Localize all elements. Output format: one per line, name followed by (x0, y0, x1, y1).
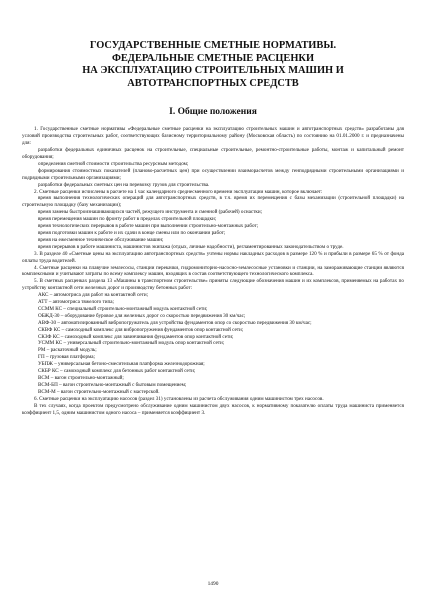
paragraph: время перерывов в работе машиниста, машинистов экипажа (отдых, личные надобности), регламентированных законодательством о труде. (38, 243, 344, 250)
paragraph: УСММ КС – универсальный строительно-монтажный модуль опор контактной сети; (38, 340, 225, 347)
title-line-4: АВТОТРАНСПОРТНЫХ СРЕДСТВ (127, 77, 299, 89)
paragraph: 2. Сметные расценки исчислены в расчете на 1 час календарного среднесменного времени эксплуатации машин, которое включает: (34, 188, 323, 195)
paragraph: время подготовки машин к работе и их сдачи в конце смены или по окончании работ; (38, 229, 226, 236)
document-title (22, 40, 404, 90)
paragraph: СКВФ КС – самоходный комплекс для вибропогружения фундаментов опор контактной сети; (38, 326, 244, 333)
paragraph: время на ежесменное техническое обслуживание машин; (38, 236, 164, 243)
paragraph: определения сметной стоимости строительства ресурсным методом; (38, 160, 189, 167)
paragraph: 5. В сметных расценках раздела 13 «Машины в транспортном строительстве» приняты следующие обозначения машин и их комплексов, применяемых на работах по устройству контактной сети железных дорог и производству бетонных работ: (22, 278, 404, 292)
title-line-1: ГОСУДАРСТВЕННЫЕ СМЕТНЫЕ НОРМАТИВЫ. (89, 40, 337, 51)
paragraph: ССММ КС – специальный строительно-монтажный модуль контактной сети; (38, 305, 208, 312)
paragraph: время перемещения машин по фронту работ в пределах строительной площадки; (38, 216, 217, 223)
paragraph: время выполнения технологических операций для автотранспортных средств, в т.ч. время их перемещения с базы механизации (строительной площадки) на строительную площадку (базу механизации); (22, 195, 404, 209)
document-page (22, 40, 404, 416)
title-line-3: НА ЭКСПЛУАТАЦИЮ СТРОИТЕЛЬНЫХ МАШИН И (82, 65, 344, 77)
paragraph: ОБЖД-30 – оборудование буровое для железных дорог со скоростью передвижения 30 км/час; (38, 312, 246, 319)
paragraph: 6. Сметные расценки на эксплуатацию насосов (раздел 31) установлены из расчета обслуживания одним машинистом трех насосов. (34, 395, 324, 402)
paragraph: СКЗФ КС – самоходный комплекс для завинчивания фундаментов опор контактной сети; (38, 333, 234, 340)
paragraph: АТТ – автомотриса тяжелого типа; (38, 299, 114, 306)
paragraph: ГП – грузовая платформа; (38, 354, 95, 361)
paragraph: ВСМ-БП – вагон строительно-монтажный с бытовым помещением; (38, 381, 187, 388)
document-body (22, 126, 404, 416)
paragraph: СКБР КС – самоходный комплекс для бетонных работ контактной сети; (38, 368, 196, 375)
page-number: 1490 (207, 581, 219, 587)
paragraph: РМ – раскаточный модуль; (38, 347, 97, 354)
paragraph: ВСМ-М – вагон строительно-монтажный с мастерской. (38, 388, 160, 395)
paragraph: время технологических перерывов в работе машин при выполнении строительно-монтажных работ; (38, 223, 259, 230)
paragraph: разработки федеральных единичных расценок на строительные, специальные строительные, ремонтно-строительные работы, монтаж и капитальный ремонт оборудования; (22, 147, 404, 160)
paragraph: АВФ-30 – автоматизированный вибропогружатель для устройства фундаментов опор со скоростью передвижения 30 км/час; (38, 319, 312, 326)
title-line-2: ФЕДЕРАЛЬНЫЕ СМЕТНЫЕ РАСЦЕНКИ (111, 52, 315, 64)
paragraph: формирования стоимостных показателей (планово-расчетных цен) при осуществлении взаиморасчетов между генподрядными строительными организациями и подрядными строительными организациями; (22, 167, 404, 181)
paragraph: 3. В разделе 40 «Сметные цены на эксплуатацию автотранспортных средств» учтены нормы накладных расходов в размере 120 % и прибыли в размере 65 % от фонда оплаты труда водителей. (22, 250, 404, 264)
paragraph: время замены быстроизнашивающихся частей, режущего инструмента и сменной (рабочей) оснастки; (38, 209, 263, 216)
paragraph: ВСМ – вагон строительно-монтажный; (38, 375, 124, 381)
paragraph: 1. Государственные сметные нормативы «Федеральные сметные расценки на эксплуатацию строительных машин и автотранспортных средств» разработаны для условий производства строительных работ, соответствующих базисному территориальному району (Московская область) по состоянию на 01.01.2000 г. и предназначены для: (22, 126, 404, 147)
paragraph: АКС – автомотриса для работ на контактной сети; (38, 292, 148, 299)
paragraph: 4. Сметные расценки на плавучие землесосы, станции перекачки, гидромониторно-насосно-землесосные установки и станции, на замораживающие станции являются комплексными и учитывают затраты по всему комплексу машин, входящих в состав соответствующего технологического комплекса. (22, 264, 404, 278)
section-heading: I. Общие положения (169, 107, 257, 118)
paragraph: разработки федеральных сметных цен на перевозку грузов для строительства. (38, 181, 210, 188)
paragraph: УБПЖ – универсальная бетоно-смесительная платформа железнодорожная; (38, 361, 205, 368)
paragraph: В тех случаях, когда проектом предусмотрено обслуживание одним машинистом двух насосов, к нормативному показателю оплаты труда машиниста применяется коэффициент 1,5, одним машинистом одного насоса – применяется коэффициент 3. (22, 402, 404, 416)
